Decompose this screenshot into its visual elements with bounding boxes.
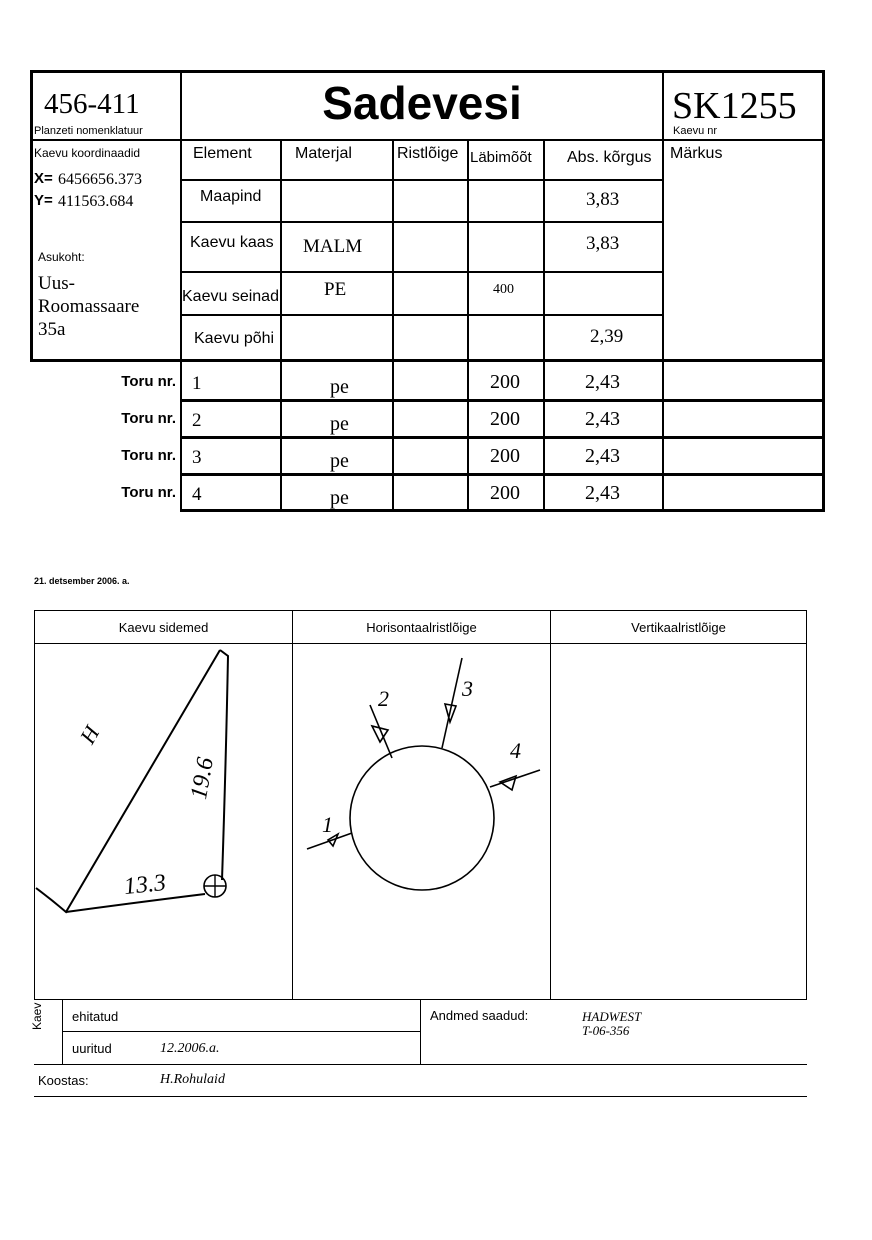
col-connections: Kaevu sidemed bbox=[118, 620, 209, 635]
pipe-diameter: 200 bbox=[490, 445, 520, 467]
y-value: 411563.684 bbox=[58, 193, 134, 210]
location-label: Asukoht: bbox=[38, 250, 85, 264]
element-material: PE bbox=[324, 279, 347, 300]
document-date: 21. detsember 2006. a. bbox=[34, 576, 130, 586]
element-name: Kaevu seinad bbox=[182, 288, 279, 305]
x-label: X= bbox=[34, 170, 53, 187]
pipe-number: 4 bbox=[192, 484, 202, 505]
sketch-label-13-3: 13.3 bbox=[122, 869, 168, 901]
pipe-height: 2,43 bbox=[585, 371, 620, 393]
location-line-3: 35a bbox=[38, 319, 66, 340]
pipe-number: 2 bbox=[192, 410, 202, 431]
data-from-value bbox=[582, 1010, 641, 1038]
map-sheet-number: 456-411 bbox=[44, 88, 140, 120]
pipe-height: 2,43 bbox=[585, 445, 620, 467]
sketch-pipe-2: 2 bbox=[378, 686, 389, 711]
compiled-value: H.Rohulaid bbox=[160, 1072, 225, 1087]
pipe-label: Toru nr. bbox=[121, 484, 176, 501]
side-label bbox=[30, 1003, 44, 1030]
well-number-label: Kaevu nr bbox=[673, 125, 718, 137]
sketch-pipe-3: 3 bbox=[462, 676, 473, 701]
pipe-height: 2,43 bbox=[585, 482, 620, 504]
pipe-diameter: 200 bbox=[490, 482, 520, 504]
element-name: Kaevu põhi bbox=[194, 330, 275, 347]
pipe-diameter: 200 bbox=[490, 371, 520, 393]
col-element: Element bbox=[193, 145, 252, 162]
side-label-text: Kaev bbox=[30, 1002, 44, 1030]
col-section: Ristlõige bbox=[397, 145, 459, 162]
element-material: MALM bbox=[303, 236, 363, 257]
page-title: Sadevesi bbox=[322, 77, 522, 129]
pipe-material: pe bbox=[330, 450, 349, 472]
col-material: Materjal bbox=[295, 145, 352, 162]
col-diameter: Läbimõõt bbox=[470, 149, 532, 166]
pipe-label: Toru nr. bbox=[121, 410, 176, 427]
map-sheet-label: Planzeti nomenklatuur bbox=[34, 125, 143, 137]
horizontal-section-sketch bbox=[307, 658, 540, 890]
pipe-diameter: 200 bbox=[490, 408, 520, 430]
element-height: 2,39 bbox=[590, 326, 624, 347]
surveyed-value: 12.2006.a. bbox=[160, 1041, 220, 1056]
pipe-material: pe bbox=[330, 487, 349, 509]
col-remarks: Märkus bbox=[670, 145, 723, 162]
location-line-1: Uus- bbox=[38, 273, 75, 294]
sketch-label-h: H bbox=[74, 721, 105, 748]
sketch-pipe-4: 4 bbox=[510, 738, 521, 763]
data-from-line-2: T-06-356 bbox=[582, 1023, 630, 1038]
pipe-label: Toru nr. bbox=[121, 373, 176, 390]
built-label: ehitatud bbox=[72, 1009, 119, 1024]
sketch-pipe-1: 1 bbox=[322, 812, 333, 837]
pipe-material: pe bbox=[330, 376, 349, 398]
sketch-label-19-6: 19.6 bbox=[186, 755, 219, 802]
col-abs-height: Abs. kõrgus bbox=[567, 149, 652, 166]
pipe-number: 1 bbox=[192, 373, 202, 394]
pipe-material: pe bbox=[330, 413, 349, 435]
compiled-label: Koostas: bbox=[38, 1073, 89, 1088]
pipe-height: 2,43 bbox=[585, 408, 620, 430]
well-number: SK1255 bbox=[672, 85, 797, 127]
element-name: Kaevu kaas bbox=[190, 234, 274, 251]
y-label: Y= bbox=[34, 192, 53, 209]
location-line-2: Roomassaare bbox=[38, 296, 140, 317]
coords-label: Kaevu koordinaadid bbox=[34, 146, 141, 160]
element-name: Maapind bbox=[200, 188, 262, 205]
x-value: 6456656.373 bbox=[58, 171, 142, 188]
col-horizontal-section: Horisontaalristlõige bbox=[366, 620, 477, 635]
pipe-number: 3 bbox=[192, 447, 202, 468]
element-height: 3,83 bbox=[586, 189, 620, 210]
element-diameter: 400 bbox=[493, 282, 514, 297]
data-from-label: Andmed saadud: bbox=[430, 1008, 529, 1023]
pipe-label: Toru nr. bbox=[121, 447, 176, 464]
col-vertical-section: Vertikaalristlõige bbox=[631, 620, 726, 635]
element-height: 3,83 bbox=[586, 233, 620, 254]
surveyed-label: uuritud bbox=[72, 1041, 112, 1056]
data-from-line-1: HADWEST bbox=[582, 1009, 642, 1024]
